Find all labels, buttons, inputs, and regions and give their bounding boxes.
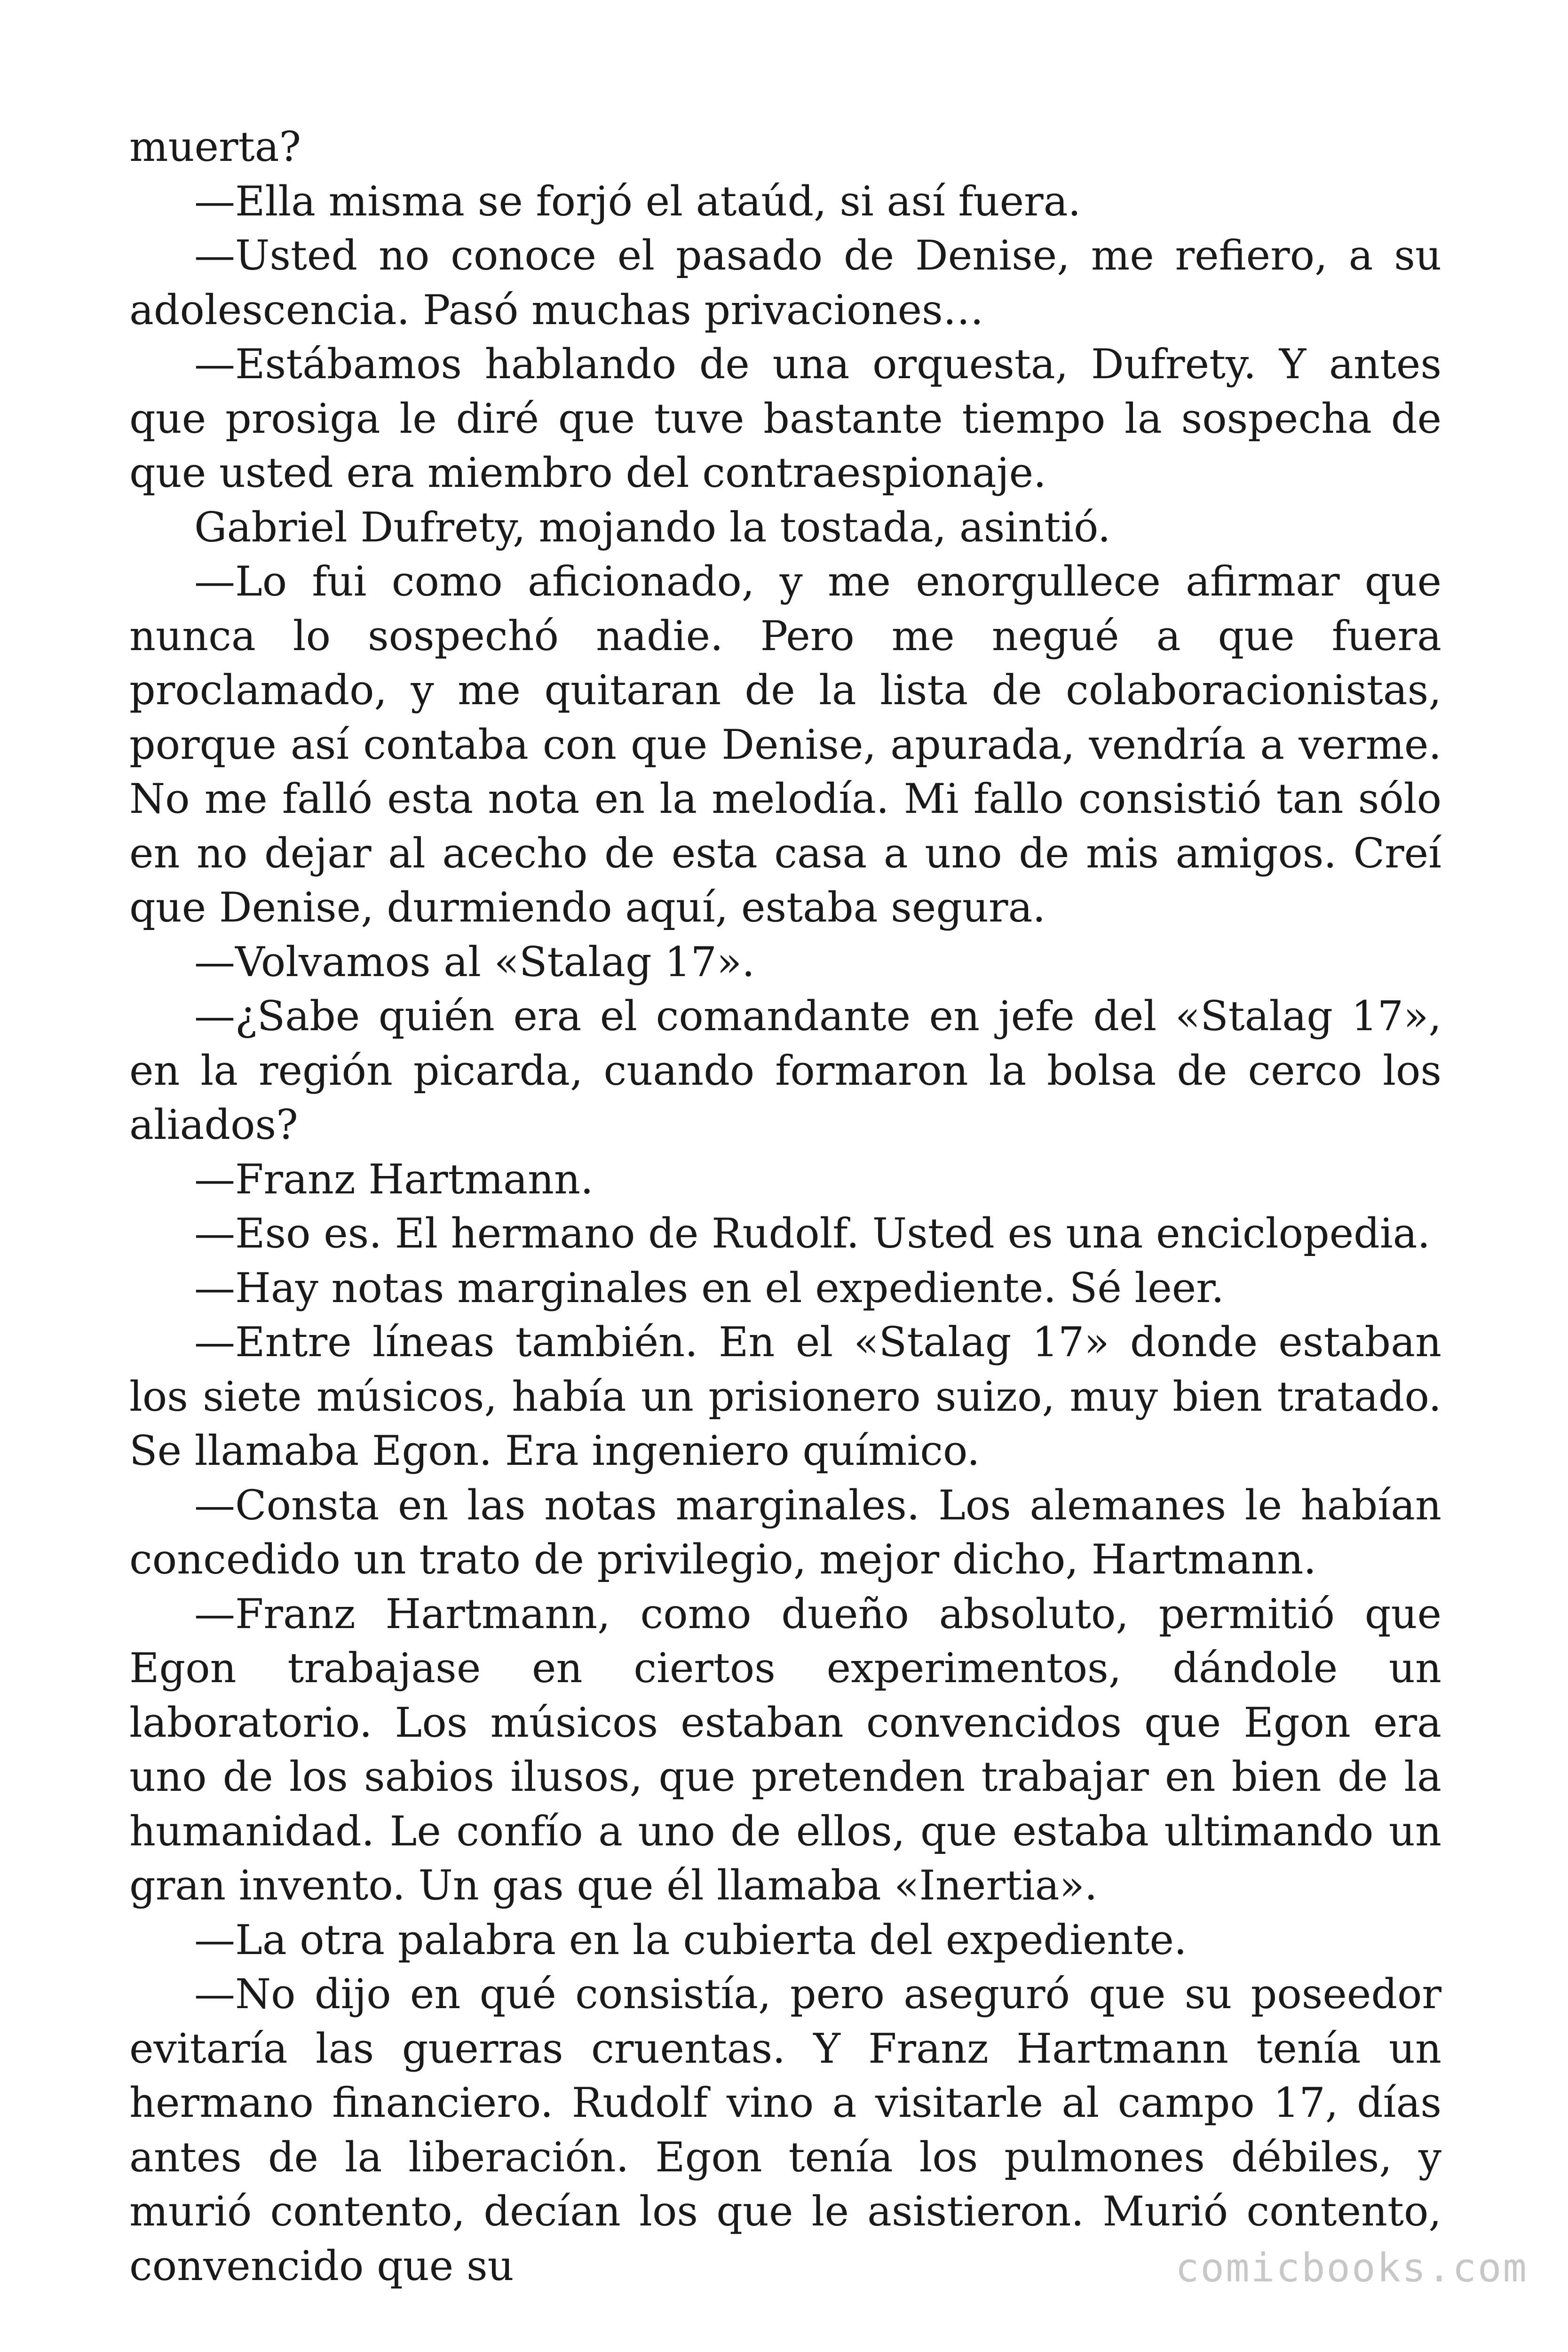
paragraph: —¿Sabe quién era el comandante en jefe del «Stalag 17», en la región picarda, cuando formaron la bolsa de cerco los aliados? (129, 992, 1441, 1149)
watermark: comicbooks.com (1175, 2245, 1528, 2291)
paragraph: —La otra palabra en la cubierta del expediente. (194, 1915, 1187, 1964)
paragraph: —Consta en las notas marginales. Los alemanes le habían concedido un trato de privilegio, mejor dicho, Hartmann. (129, 1481, 1441, 1583)
paragraph: —Eso es. El hermano de Rudolf. Usted es una enciclopedia. (194, 1209, 1431, 1257)
paragraph: —Entre líneas también. En el «Stalag 17» donde estaban los siete músicos, había un prisionero suizo, muy bien tratado. Se llamaba Egon. Era ingeniero químico. (129, 1318, 1441, 1475)
text-block (129, 120, 1441, 2293)
paragraph: muerta? (129, 123, 301, 171)
paragraph: —Ella misma se forjó el ataúd, si así fuera. (194, 177, 1081, 225)
paragraph: —Lo fui como aficionado, y me enorgullece afirmar que nunca lo sospechó nadie. Pero me negué a que fuera proclamado, y me quitaran de la lista de colaboracionistas, porque así contaba con que Denise, apurada, vendría a verme. No me falló esta nota en la melodía. Mi fallo consistió tan sólo en no dejar al acecho de esta casa a uno de mis amigos. Creí que Denise, durmiendo aquí, estaba segura. (129, 557, 1441, 931)
paragraph: —Usted no conoce el pasado de Denise, me refiero, a su adolescencia. Pasó muchas privaciones… (129, 231, 1441, 334)
paragraph: —Volvamos al «Stalag 17». (194, 938, 755, 986)
paragraph: —Estábamos hablando de una orquesta, Dufrety. Y antes que prosiga le diré que tuve bastante tiempo la sospecha de que usted era miembro del contraespionaje. (129, 340, 1441, 497)
paragraph: Gabriel Dufrety, mojando la tostada, asintió. (194, 503, 1111, 551)
paragraph: —Franz Hartmann. (194, 1155, 594, 1203)
paragraph: —Franz Hartmann, como dueño absoluto, permitió que Egon trabajase en ciertos experimentos, dándole un laboratorio. Los músicos estaban convencidos que Egon era uno de los sabios ilusos, que pretenden trabajar en bien de la humanidad. Le confío a uno de ellos, que estaba ultimando un gran invento. Un gas que él llamaba «Inertia». (129, 1589, 1441, 1909)
paragraph: —Hay notas marginales en el expediente. Sé leer. (194, 1263, 1224, 1312)
paragraph: —No dijo en qué consistía, pero aseguró que su poseedor evitaría las guerras cruentas. Y Franz Hartmann tenía un hermano financiero. Rudolf vino a visitarle al campo 17, días antes de la liberación. Egon tenía los pulmones débiles, y murió contento, decían los que le asistieron. Murió contento, convencido que su (129, 1970, 1441, 2290)
